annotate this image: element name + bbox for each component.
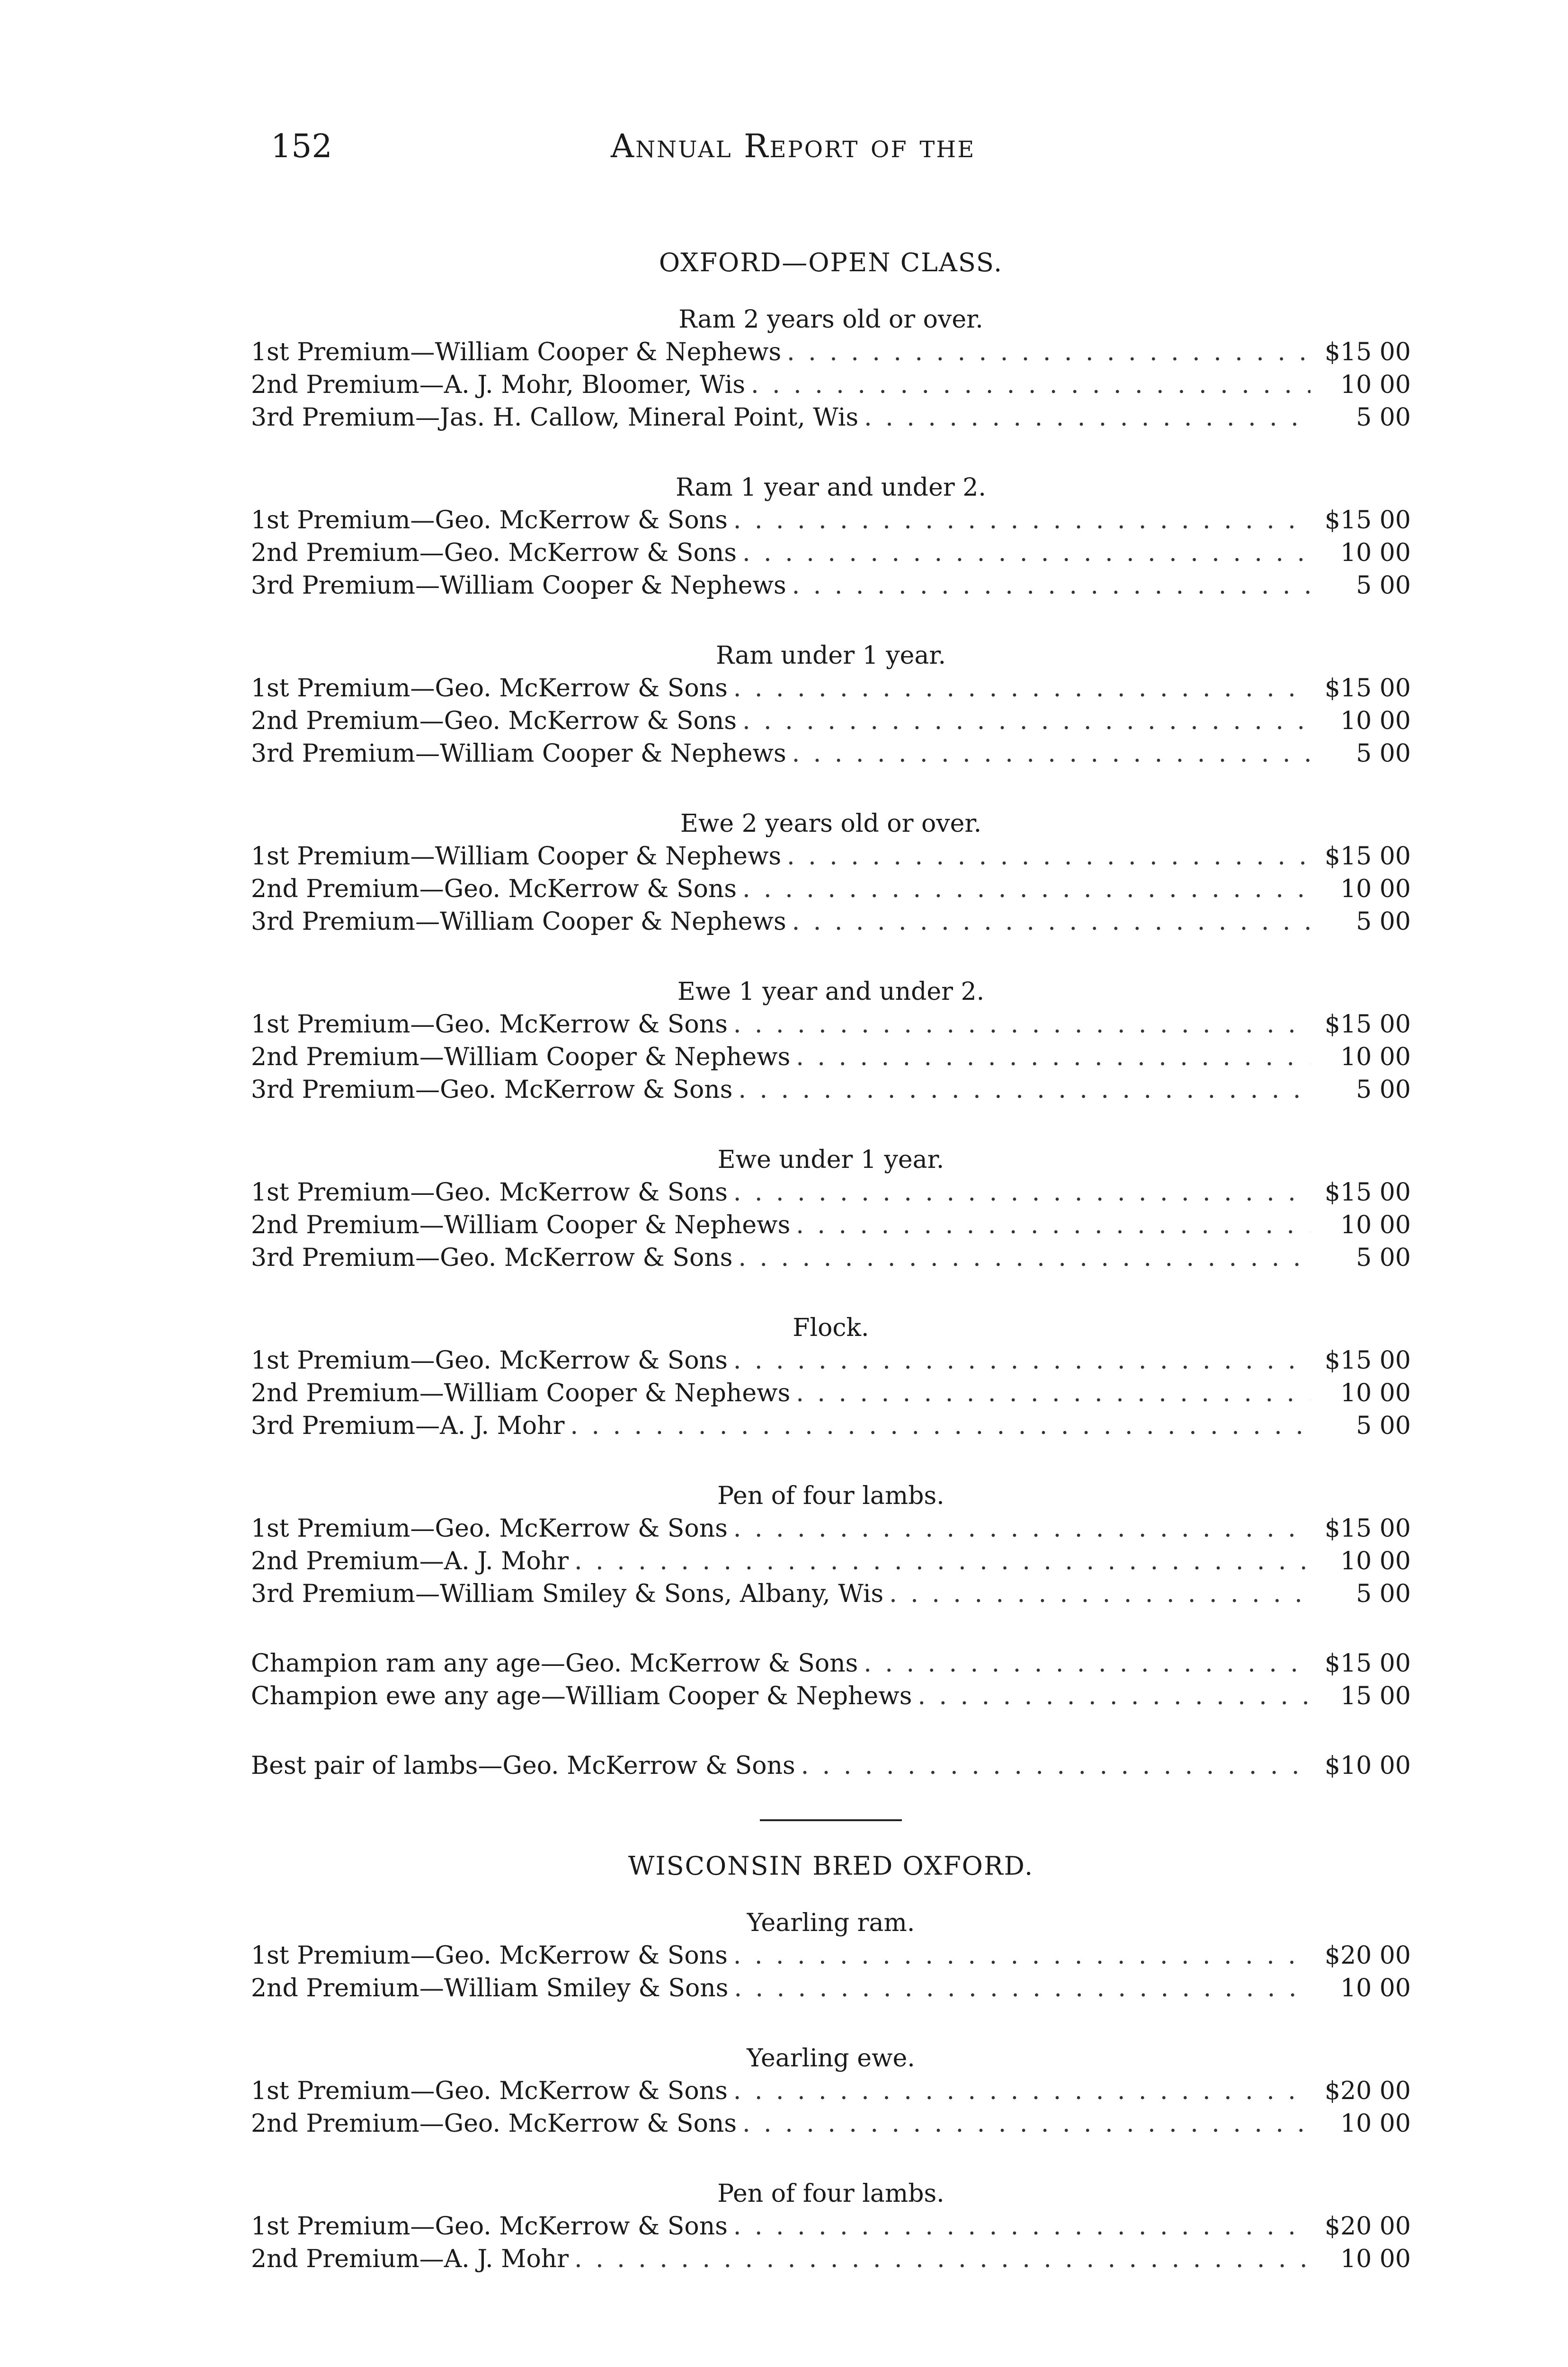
award-winner: 3rd Premium—Geo. McKerrow & Sons [251, 1076, 733, 1104]
dot-leader [864, 1647, 1310, 1680]
award-amount: 10 00 [1340, 1379, 1411, 1407]
award-row [251, 1008, 1411, 1041]
award-row [251, 873, 1411, 906]
dot-leader [734, 1972, 1310, 2005]
award-row [251, 840, 1411, 873]
award-winner: 2nd Premium—William Cooper & Nephews [251, 1379, 791, 1407]
award-row [251, 369, 1411, 401]
award-amount: $15 00 [1325, 506, 1411, 534]
award-amount: $20 00 [1325, 2212, 1411, 2241]
award-amount: 5 00 [1356, 908, 1411, 936]
class-heading: Flock. [793, 1314, 869, 1342]
dot-leader [738, 1242, 1310, 1274]
dot-leader [733, 504, 1310, 537]
award-group [251, 2042, 1411, 2140]
award-row [251, 1041, 1411, 1074]
award-winner: 3rd Premium—A. J. Mohr [251, 1412, 565, 1440]
page-header [0, 128, 1568, 180]
award-winner: Champion ewe any age—William Cooper & Nephews [251, 1682, 912, 1710]
award-winner: 1st Premium—William Cooper & Nephews [251, 338, 782, 366]
award-row [251, 537, 1411, 570]
award-winner: 3rd Premium—William Cooper & Nephews [251, 739, 786, 768]
award-winner: 1st Premium—Geo. McKerrow & Sons [251, 506, 728, 534]
dot-leader [574, 2243, 1310, 2276]
award-row [251, 1176, 1411, 1209]
award-amount: $15 00 [1325, 1178, 1411, 1207]
award-group [251, 303, 1411, 434]
class-heading: Ewe 1 year and under 2. [677, 978, 985, 1006]
dot-leader [801, 1750, 1310, 1782]
dot-leader [792, 738, 1310, 770]
award-winner: 1st Premium—Geo. McKerrow & Sons [251, 1514, 728, 1543]
class-heading: Pen of four lambs. [717, 2180, 944, 2208]
award-row [251, 1750, 1411, 1782]
award-winner: 3rd Premium—William Cooper & Nephews [251, 571, 786, 600]
section-title: OXFORD—OPEN CLASS. [659, 248, 1003, 277]
class-heading: Ram 1 year and under 2. [676, 473, 986, 502]
dot-leader [570, 1410, 1311, 1442]
award-group [251, 2177, 1411, 2276]
award-row [251, 1545, 1411, 1578]
dot-leader [796, 1209, 1310, 1242]
award-group [251, 1479, 1411, 1611]
award-row [251, 1940, 1411, 1972]
award-row [251, 738, 1411, 770]
award-winner: 1st Premium—Geo. McKerrow & Sons [251, 1178, 728, 1207]
award-winner: 1st Premium—Geo. McKerrow & Sons [251, 1941, 728, 1970]
award-winner: 3rd Premium—Geo. McKerrow & Sons [251, 1244, 733, 1272]
award-row [251, 336, 1411, 369]
award-amount: $15 00 [1325, 674, 1411, 703]
award-row [251, 1410, 1411, 1442]
award-row [251, 1972, 1411, 2005]
class-heading: Ram 2 years old or over. [678, 305, 983, 334]
section-divider [760, 1819, 902, 1821]
award-winner: 2nd Premium—A. J. Mohr, Bloomer, Wis [251, 371, 746, 399]
award-group [251, 1750, 1411, 1782]
page-number: 152 [271, 128, 332, 165]
award-amount: $15 00 [1325, 842, 1411, 871]
award-row [251, 1344, 1411, 1377]
award-amount: 10 00 [1340, 1974, 1411, 2002]
award-row [251, 1680, 1411, 1713]
award-row [251, 906, 1411, 938]
dot-leader [733, 1176, 1310, 1209]
dot-leader [733, 2075, 1310, 2108]
class-heading: Yearling ewe. [747, 2044, 915, 2073]
award-amount: 10 00 [1340, 1043, 1411, 1071]
award-winner: 1st Premium—Geo. McKerrow & Sons [251, 1010, 728, 1039]
award-group [251, 471, 1411, 602]
award-amount: 5 00 [1356, 1580, 1411, 1608]
award-group [251, 639, 1411, 770]
award-amount: $15 00 [1325, 1649, 1411, 1678]
dot-leader [792, 570, 1310, 602]
award-amount: $15 00 [1325, 1010, 1411, 1039]
award-amount: $10 00 [1325, 1752, 1411, 1780]
award-row [251, 1074, 1411, 1106]
page-content [251, 246, 1411, 2313]
award-row [251, 504, 1411, 537]
dot-leader [751, 369, 1310, 401]
award-winner: 2nd Premium—Geo. McKerrow & Sons [251, 707, 737, 735]
dot-leader [742, 873, 1310, 906]
award-amount: 5 00 [1356, 1076, 1411, 1104]
award-winner: Best pair of lambs—Geo. McKerrow & Sons [251, 1752, 795, 1780]
dot-leader [738, 1074, 1310, 1106]
dot-leader [733, 2210, 1310, 2243]
dot-leader [787, 336, 1310, 369]
section-title: WISCONSIN BRED OXFORD. [628, 1851, 1034, 1881]
dot-leader [787, 840, 1310, 873]
award-winner: Champion ram any age—Geo. McKerrow & Sons [251, 1649, 858, 1678]
award-row [251, 1377, 1411, 1410]
dot-leader [574, 1545, 1310, 1578]
class-heading: Pen of four lambs. [717, 1482, 944, 1510]
award-amount: 10 00 [1340, 1211, 1411, 1239]
dot-leader [864, 401, 1310, 434]
award-group [251, 807, 1411, 938]
award-amount: $15 00 [1325, 1514, 1411, 1543]
award-group [251, 1143, 1411, 1274]
award-winner: 2nd Premium—Geo. McKerrow & Sons [251, 2109, 737, 2138]
award-row [251, 401, 1411, 434]
award-amount: $15 00 [1325, 1346, 1411, 1375]
running-title: Annual Report of the [611, 128, 976, 165]
award-winner: 2nd Premium—Geo. McKerrow & Sons [251, 875, 737, 903]
award-amount: 5 00 [1356, 1412, 1411, 1440]
award-amount: 5 00 [1356, 739, 1411, 768]
award-amount: 5 00 [1356, 1244, 1411, 1272]
award-winner: 1st Premium—Geo. McKerrow & Sons [251, 2077, 728, 2105]
dot-leader [889, 1578, 1310, 1611]
award-winner: 1st Premium—Geo. McKerrow & Sons [251, 2212, 728, 2241]
award-row [251, 672, 1411, 705]
award-row [251, 2243, 1411, 2276]
award-amount: $15 00 [1325, 338, 1411, 366]
award-amount: 10 00 [1340, 875, 1411, 903]
dot-leader [733, 1008, 1310, 1041]
award-row [251, 1647, 1411, 1680]
award-winner: 2nd Premium—William Smiley & Sons [251, 1974, 729, 2002]
dot-leader [796, 1377, 1310, 1410]
award-amount: $20 00 [1325, 1941, 1411, 1970]
award-amount: 10 00 [1340, 707, 1411, 735]
award-row [251, 2075, 1411, 2108]
award-amount: 10 00 [1340, 2245, 1411, 2273]
award-row [251, 1513, 1411, 1545]
award-winner: 3rd Premium—William Smiley & Sons, Albany, Wis [251, 1580, 884, 1608]
dot-leader [792, 906, 1310, 938]
award-amount: 10 00 [1340, 539, 1411, 567]
award-winner: 3rd Premium—Jas. H. Callow, Mineral Point, Wis [251, 403, 859, 432]
award-amount: 15 00 [1340, 1682, 1411, 1710]
class-heading: Ewe 2 years old or over. [680, 810, 982, 838]
award-row [251, 2108, 1411, 2140]
award-row [251, 1578, 1411, 1611]
award-row [251, 570, 1411, 602]
class-heading: Ewe under 1 year. [717, 1146, 944, 1174]
award-group [251, 975, 1411, 1106]
dot-leader [918, 1680, 1310, 1713]
class-heading: Ram under 1 year. [715, 641, 946, 670]
dot-leader [733, 672, 1310, 705]
award-group [251, 1647, 1411, 1713]
award-winner: 1st Premium—William Cooper & Nephews [251, 842, 782, 871]
class-heading: Yearling ram. [747, 1909, 915, 1937]
dot-leader [742, 537, 1310, 570]
award-row [251, 2210, 1411, 2243]
award-winner: 2nd Premium—William Cooper & Nephews [251, 1211, 791, 1239]
dot-leader [733, 1344, 1310, 1377]
award-group [251, 1906, 1411, 2005]
award-amount: 10 00 [1340, 2109, 1411, 2138]
award-amount: $20 00 [1325, 2077, 1411, 2105]
dot-leader [796, 1041, 1310, 1074]
award-winner: 3rd Premium—William Cooper & Nephews [251, 908, 786, 936]
award-winner: 2nd Premium—A. J. Mohr [251, 2245, 569, 2273]
award-amount: 10 00 [1340, 1547, 1411, 1575]
dot-leader [742, 2108, 1310, 2140]
dot-leader [742, 705, 1310, 738]
award-row [251, 705, 1411, 738]
award-amount: 10 00 [1340, 371, 1411, 399]
award-group [251, 1311, 1411, 1442]
award-winner: 2nd Premium—William Cooper & Nephews [251, 1043, 791, 1071]
dot-leader [733, 1940, 1310, 1972]
award-amount: 5 00 [1356, 403, 1411, 432]
award-row [251, 1242, 1411, 1274]
award-amount: 5 00 [1356, 571, 1411, 600]
award-winner: 2nd Premium—A. J. Mohr [251, 1547, 569, 1575]
award-row [251, 1209, 1411, 1242]
dot-leader [733, 1513, 1310, 1545]
award-winner: 2nd Premium—Geo. McKerrow & Sons [251, 539, 737, 567]
award-winner: 1st Premium—Geo. McKerrow & Sons [251, 674, 728, 703]
award-winner: 1st Premium—Geo. McKerrow & Sons [251, 1346, 728, 1375]
